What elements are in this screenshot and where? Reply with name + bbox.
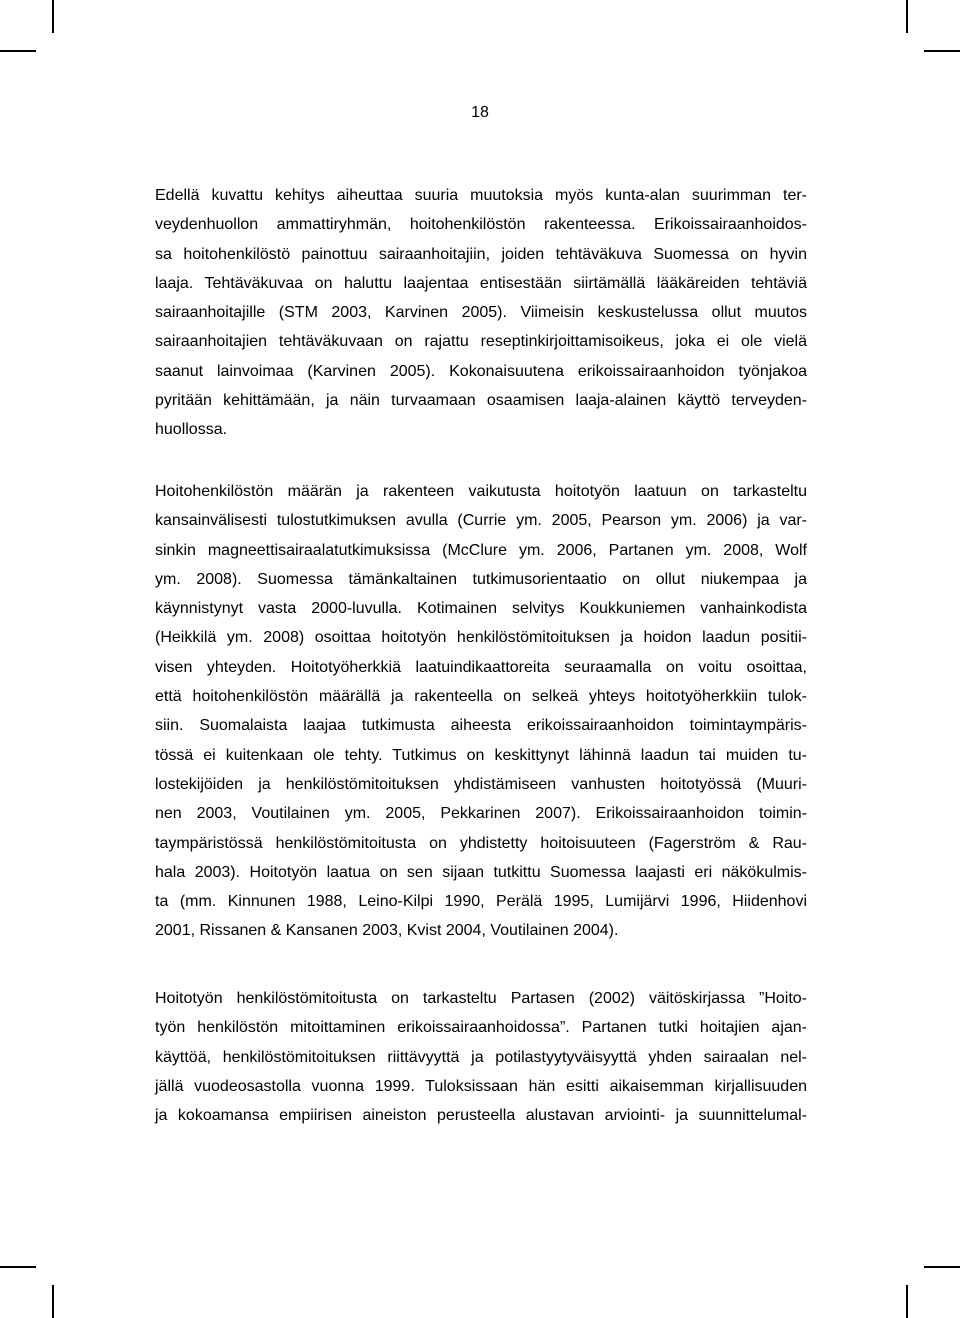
text-line: visen yhteyden. Hoitotyöherkkiä laatuindikaattoreita seuraamalla on voitu osoittaa, [155,658,807,676]
text-line: sa hoitohenkilöstö painottuu sairaanhoitajiin, joiden tehtäväkuva Suomessa on hyvin [155,245,807,263]
text-line: laaja. Tehtäväkuvaa on haluttu laajentaa entisestään siirtämällä lääkäreiden tehtäviä [155,274,807,292]
text-line: (Heikkilä ym. 2008) osoittaa hoitotyön henkilöstömitoituksen ja hoidon laadun positii- [155,629,807,647]
crop-mark-top-left-horizontal [0,50,36,52]
text-line: siin. Suomalaista laajaa tutkimusta aiheesta erikoissairaanhoidon toimintaympäris- [155,717,807,735]
paragraph-3 [155,984,807,1130]
text-line: Hoitohenkilöstön määrän ja rakenteen vaikutusta hoitotyön laatuun on tarkasteltu [155,483,807,500]
page-number: 18 [471,104,489,121]
text-line: nen 2003, Voutilainen ym. 2005, Pekkarinen 2007). Erikoissairaanhoidon toimin- [155,805,807,823]
text-line: 2001, Rissanen & Kansanen 2003, Kvist 2004, Voutilainen 2004). [155,922,619,940]
text-line: tössä ei kuitenkaan ole tehty. Tutkimus on keskittynyt lähinnä laadun tai muiden tu- [155,746,807,764]
crop-mark-bottom-left-vertical [52,1285,54,1318]
text-line: lostekijöiden ja henkilöstömitoituksen yhdistämiseen vanhusten hoitotyössä (Muuri- [155,775,807,793]
text-line: ta (mm. Kinnunen 1988, Leino-Kilpi 1990, Perälä 1995, Lumijärvi 1996, Hiidenhovi [155,893,807,911]
text-line: veydenhuollon ammattiryhmän, hoitohenkilöstön rakenteessa. Erikoissairaanhoidos- [155,216,807,234]
text-line: kansainvälisesti tulostutkimuksen avulla (Currie ym. 2005, Pearson ym. 2006) ja var- [155,512,807,530]
text-line: että hoitohenkilöstön määrällä ja rakenteella on selkeä yhteys hoitotyöherkkiin tulok- [155,688,807,706]
crop-mark-bottom-left-horizontal [0,1266,36,1268]
text-line: sairaanhoitajien tehtäväkuvaan on rajattu reseptinkirjoittamisoikeus, joka ei ole vielä [155,333,807,351]
text-line: käyttöä, henkilöstömitoituksen riittävyyttä ja potilastyytyväisyyttä yhden sairaalan nel- [155,1048,807,1066]
text-line: huollossa. [155,421,228,439]
text-line: ja kokoamansa empiirisen aineiston perusteella alustavan arviointi- ja suunnittelumal- [155,1107,807,1125]
text-line: pyritään kehittämään, ja näin turvaamaan osaamisen laaja-alainen käyttö terveyden- [155,392,807,410]
text-line: taympäristössä henkilöstömitoitusta on yhdistetty hoitoisuuteen (Fagerström & Rau- [155,834,807,852]
crop-mark-bottom-right-horizontal [924,1266,960,1268]
crop-mark-top-left-vertical [52,0,54,33]
text-line: sairaanhoitajille (STM 2003, Karvinen 2005). Viimeisin keskustelussa ollut muutos [155,304,807,322]
crop-mark-top-right-horizontal [924,50,960,52]
text-line: jällä vuodeosastolla vuonna 1999. Tuloksissaan hän esitti aikaisemman kirjallisuuden [155,1077,807,1095]
paragraph-2 [155,477,807,946]
text-line: sinkin magneettisairaalatutkimuksissa (McClure ym. 2006, Partanen ym. 2008, Wolf [155,541,807,559]
crop-mark-bottom-right-vertical [906,1285,908,1318]
text-line: Edellä kuvattu kehitys aiheuttaa suuria muutoksia myös kunta-alan suurimman ter- [155,187,807,204]
text-line: työn henkilöstön mitoittaminen erikoissairaanhoidossa”. Partanen tutki hoitajien ajan- [155,1019,807,1037]
text-line: ym. 2008). Suomessa tämänkaltainen tutkimusorientaatio on ollut niukempaa ja [155,570,807,588]
text-line: hala 2003). Hoitotyön laatua on sen sijaan tutkittu Suomessa laajasti eri näkökulmis- [155,863,807,881]
text-line: saanut lainvoimaa (Karvinen 2005). Kokonaisuutena erikoissairaanhoidon työnjakoa [155,362,807,380]
text-line: Hoitotyön henkilöstömitoitusta on tarkasteltu Partasen (2002) väitöskirjassa ”Hoito- [155,990,807,1007]
crop-mark-top-right-vertical [906,0,908,33]
text-line: käynnistynyt vasta 2000-luvulla. Kotimainen selvitys Koukkuniemen vanhainkodista [155,600,807,618]
paragraph-1 [155,181,807,445]
